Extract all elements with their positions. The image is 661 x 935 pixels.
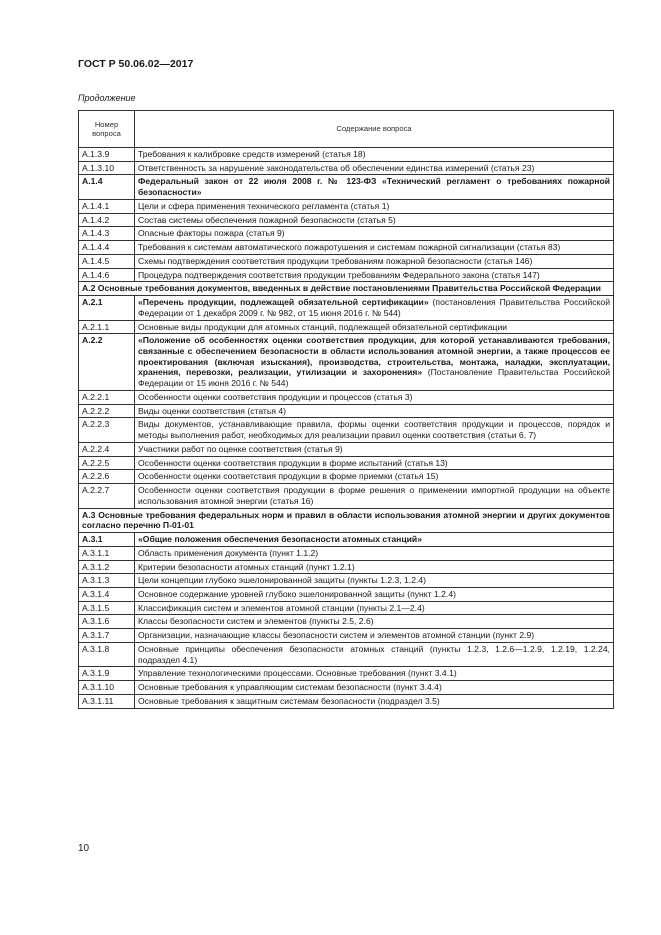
table-body xyxy=(79,148,614,709)
question-number: А.2.2.6 xyxy=(79,470,135,484)
question-text xyxy=(135,560,614,574)
table-row xyxy=(79,161,614,175)
question-text xyxy=(135,574,614,588)
question-text xyxy=(135,418,614,442)
question-text-main: Классы безопасности систем и элементов (пункты 2.5, 2.6) xyxy=(138,616,374,627)
question-number: А.3.1.2 xyxy=(79,560,135,574)
table-row xyxy=(79,442,614,456)
table-row xyxy=(79,320,614,334)
question-number: А.2.2.5 xyxy=(79,456,135,470)
column-header-content: Содержание вопроса xyxy=(135,111,614,148)
question-text xyxy=(135,667,614,681)
table-row xyxy=(79,629,614,643)
question-text xyxy=(135,213,614,227)
question-number: А.3.1.6 xyxy=(79,615,135,629)
question-text-main: Требования к системам автоматического пожаротушения и системам пожарной сигнализации (статья 83) xyxy=(138,242,561,253)
question-text xyxy=(135,470,614,484)
question-text xyxy=(135,615,614,629)
question-text xyxy=(135,390,614,404)
table-row xyxy=(79,268,614,282)
question-text xyxy=(135,404,614,418)
table-row xyxy=(79,587,614,601)
question-number: А.1.4.5 xyxy=(79,254,135,268)
question-text-main: Процедура подтверждения соответствия продукции требованиям Федерального закона (статья 147) xyxy=(138,269,540,280)
question-text xyxy=(135,268,614,282)
continuation-label: Продолжение xyxy=(78,93,136,103)
table-row xyxy=(79,681,614,695)
question-text xyxy=(135,587,614,601)
question-text-main: Участники работ по оценке соответствия (статья 9) xyxy=(138,443,343,454)
table-row xyxy=(79,615,614,629)
table-row xyxy=(79,694,614,708)
table-row xyxy=(79,148,614,162)
question-text xyxy=(135,161,614,175)
question-number: А.2.2.4 xyxy=(79,442,135,456)
table-row xyxy=(79,508,614,532)
question-number: А.1.4.2 xyxy=(79,213,135,227)
question-text-main: Основные принципы обеспечения безопасности атомных станций (пункты 1.2.3, 1.2.6—1.2.9, 1.2.19, 1.2.24, подраздел 4.1) xyxy=(138,643,610,665)
question-number: А.3.1.3 xyxy=(79,574,135,588)
question-text-main: Основные требования к управляющим системам безопасности (пункт 3.4.4) xyxy=(138,682,442,693)
question-text-main: Ответственность за нарушение законодательства об обеспечении единства измерений (статья 23) xyxy=(138,162,535,173)
question-number: А.1.4 xyxy=(79,175,135,199)
question-text-main: Организации, назначающие классы безопасности систем и элементов атомной станции (пункт 2.9) xyxy=(138,630,535,641)
question-text-main: Федеральный закон от 22 июля 2008 г. № 123-ФЗ «Технический регламент о требованиях пожарной безопасности» xyxy=(138,176,610,198)
question-number: А.2.2.3 xyxy=(79,418,135,442)
question-text-main: Основные требования к защитным системам безопасности (подраздел 3.5) xyxy=(138,695,440,706)
question-text-source: (постановления Правительства Российской Федерации от 1 декабря 2009 г. № 982, от 15 июня 2016 г. № 544) xyxy=(138,297,610,318)
page-number: 10 xyxy=(78,843,90,854)
table-row xyxy=(79,560,614,574)
question-text-main: Схемы подтверждения соответствия продукции требованиям пожарной безопасности (статья 146) xyxy=(138,255,533,266)
question-text xyxy=(135,227,614,241)
question-number: А.3.1.11 xyxy=(79,694,135,708)
question-text-main: Особенности оценки соответствия продукции в форме решения о применении импортной продукции на объекте использования атомной энергии (статья 16) xyxy=(138,485,610,506)
table-row xyxy=(79,418,614,442)
question-text xyxy=(135,546,614,560)
question-text-main: Цели концепции глубоко эшелонированной защиты (пункты 1.2.3, 1.2.4) xyxy=(138,575,427,586)
question-number: А.3.1.7 xyxy=(79,629,135,643)
question-text-main: Особенности оценки соответствия продукции в форме приемки (статья 15) xyxy=(138,471,439,482)
section-heading: А.3 Основные требования федеральных норм и правил в области использования атомной энергии и других документов согласно перечню П-01-01 xyxy=(79,508,614,532)
question-number: А.2.2 xyxy=(79,334,135,391)
table-row xyxy=(79,667,614,681)
question-text xyxy=(135,175,614,199)
questions-table xyxy=(78,110,614,709)
table-header-row xyxy=(79,111,614,148)
question-text-main: Особенности оценки соответствия продукции и процессов (статья 3) xyxy=(138,391,413,402)
question-text-main: «Перечень продукции, подлежащей обязательной сертификации» xyxy=(138,297,429,308)
question-text xyxy=(135,694,614,708)
question-text-main: Требования к калибровке средств измерений (статья 18) xyxy=(138,149,366,159)
table-row xyxy=(79,282,614,296)
column-header-number: Номер вопроса xyxy=(79,111,135,148)
question-number: А.1.4.4 xyxy=(79,241,135,255)
question-text xyxy=(135,456,614,470)
question-number: А.2.1.1 xyxy=(79,320,135,334)
table-row xyxy=(79,456,614,470)
question-text-main: «Положение об особенностях оценки соответствия продукции, для которой устанавливаются требования, связанные с обеспечением безопасности в области использования атомной энергии, а также процессов ее проектирования (включая изыскания), производства, строительства, монтажа, наладки, эксплуатации, хранения, перевозки, реализации, утилизации и захоронения» xyxy=(138,335,610,378)
question-number: А.2.2.1 xyxy=(79,390,135,404)
table-row xyxy=(79,533,614,547)
table-row xyxy=(79,296,614,320)
question-text-main: Виды документов, устанавливающие правила, формы оценки соответствия продукции и процессов, порядок и методы выполнения работ, необходимых для реализации правил оценки соответствия (статьи 6, 7) xyxy=(138,419,610,441)
question-text-main: Управление технологическими процессами. Основные требования (пункт 3.4.1) xyxy=(138,668,457,679)
question-text xyxy=(135,629,614,643)
question-text xyxy=(135,681,614,695)
question-number: А.2.2.2 xyxy=(79,404,135,418)
question-text xyxy=(135,642,614,666)
question-text xyxy=(135,484,614,508)
table-row xyxy=(79,227,614,241)
table-row xyxy=(79,601,614,615)
question-text xyxy=(135,199,614,213)
question-text-main: Особенности оценки соответствия продукции в форме испытаний (статья 13) xyxy=(138,457,448,468)
question-number: А.3.1.4 xyxy=(79,587,135,601)
question-number: А.1.3.10 xyxy=(79,161,135,175)
question-number: А.2.1 xyxy=(79,296,135,320)
document-id: ГОСТ Р 50.06.02—2017 xyxy=(78,58,194,70)
table-row xyxy=(79,199,614,213)
question-number: А.3.1.1 xyxy=(79,546,135,560)
question-text-main: Состав системы обеспечения пожарной безопасности (статья 5) xyxy=(138,214,396,225)
question-text-main: Область применения документа (пункт 1.1.2) xyxy=(138,547,319,558)
question-text xyxy=(135,601,614,615)
question-text-main: «Общие положения обеспечения безопасности атомных станций» xyxy=(138,534,422,545)
table-row xyxy=(79,574,614,588)
question-text xyxy=(135,241,614,255)
section-heading: А.2 Основные требования документов, введенных в действие постановлениями Правительства Российской Федерации xyxy=(79,282,614,296)
table-row xyxy=(79,642,614,666)
question-text-main: Классификация систем и элементов атомной станции (пункты 2.1—2.4) xyxy=(138,602,425,613)
question-number: А.1.4.1 xyxy=(79,199,135,213)
question-number: А.3.1.5 xyxy=(79,601,135,615)
table-row xyxy=(79,241,614,255)
question-text-main: Основные виды продукции для атомных станций, подлежащей обязательной сертификации xyxy=(138,321,508,332)
question-text-main: Основное содержание уровней глубоко эшелонированной защиты (пункт 1.2.4) xyxy=(138,588,456,599)
question-text xyxy=(135,296,614,320)
question-text xyxy=(135,148,614,162)
table-row xyxy=(79,484,614,508)
question-text xyxy=(135,334,614,391)
question-number: А.1.3.9 xyxy=(79,148,135,162)
table-row xyxy=(79,254,614,268)
question-text xyxy=(135,442,614,456)
question-number: А.2.2.7 xyxy=(79,484,135,508)
table-row xyxy=(79,390,614,404)
table-row xyxy=(79,546,614,560)
question-number: А.3.1.10 xyxy=(79,681,135,695)
question-number: А.1.4.3 xyxy=(79,227,135,241)
question-text-main: Критерии безопасности атомных станций (пункт 1.2.1) xyxy=(138,561,355,572)
question-number: А.3.1.9 xyxy=(79,667,135,681)
table-row xyxy=(79,470,614,484)
question-number: А.3.1 xyxy=(79,533,135,547)
table-row xyxy=(79,175,614,199)
question-text-main: Цели и сфера применения технического регламента (статья 1) xyxy=(138,200,390,211)
table-row xyxy=(79,334,614,391)
question-number: А.1.4.6 xyxy=(79,268,135,282)
table-row xyxy=(79,213,614,227)
table-row xyxy=(79,404,614,418)
question-text-source: (Постановление Правительства Российской Федерации от 15 июня 2016 г. № 544) xyxy=(138,367,610,389)
question-text xyxy=(135,320,614,334)
question-number: А.3.1.8 xyxy=(79,642,135,666)
question-text xyxy=(135,533,614,547)
question-text-main: Опасные факторы пожара (статья 9) xyxy=(138,228,285,239)
question-text-main: Виды оценки соответствия (статья 4) xyxy=(138,405,287,416)
question-text xyxy=(135,254,614,268)
